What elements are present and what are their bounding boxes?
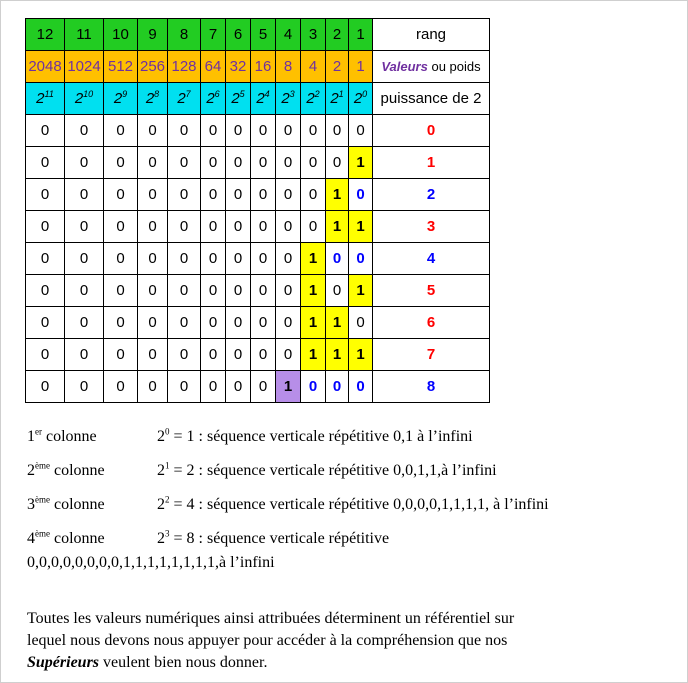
power-base: 2 [330,90,339,107]
bit-cell: 0 [251,211,276,243]
power-base: 2 [157,428,165,445]
bit-cell: 0 [301,115,326,147]
bit-cell: 0 [138,307,168,339]
rank-cell: 6 [226,19,251,51]
bit-cell: 0 [251,371,276,403]
bit-cell: 0 [104,275,138,307]
table-row [26,147,490,179]
bit-cell: 0 [65,179,104,211]
power-exponent: 6 [214,89,220,99]
bit-cell: 1 [301,275,326,307]
power-base: 2 [157,462,165,479]
bit-cell: 1 [326,307,349,339]
bit-cell: 0 [168,179,201,211]
decimal-value: 1 [373,147,490,179]
power-exponent: 11 [44,89,54,99]
power-cell [251,83,276,115]
decimal-value: 3 [373,211,490,243]
bit-cell: 0 [201,307,226,339]
power-base: 2 [177,90,186,107]
sequence-text: = 4 : séquence verticale répétitive 0,0,0,0,1,1,1,1, à l’infini [169,496,549,513]
power-base: 2 [353,90,363,107]
bit-cell: 0 [26,307,65,339]
closing-line-1: Toutes les valeurs numériques ainsi attribuées déterminent un référentiel sur [27,610,515,627]
bit-cell: 0 [349,307,373,339]
bit-cell: 0 [276,243,301,275]
column-label [27,428,97,446]
bit-cell: 0 [349,243,373,275]
bit-cell: 0 [201,275,226,307]
power-cell [276,83,301,115]
column-word: colonne [50,496,105,513]
rank-label: rang [373,19,490,51]
bit-cell: 0 [276,211,301,243]
bit-cell: 0 [104,243,138,275]
table-row [26,115,490,147]
powers-label: puissance de 2 [373,83,490,115]
bit-cell: 0 [26,115,65,147]
bit-cell: 0 [349,115,373,147]
powers-row [26,83,490,115]
bit-cell: 0 [349,179,373,211]
bit-cell: 0 [26,243,65,275]
bit-cell: 0 [138,243,168,275]
bit-cell: 0 [226,115,251,147]
rank-cell: 5 [251,19,276,51]
decimal-value: 0 [373,115,490,147]
bit-cell: 0 [168,243,201,275]
bit-cell: 0 [276,147,301,179]
bit-cell: 0 [138,147,168,179]
column-description [157,496,549,514]
bit-cell: 0 [201,371,226,403]
power-base: 2 [113,90,123,107]
bit-cell: 0 [201,211,226,243]
bit-cell: 0 [201,147,226,179]
table-row [26,179,490,211]
bit-cell: 0 [251,307,276,339]
power-base: 2 [157,530,165,547]
bit-cell: 0 [104,211,138,243]
bit-cell: 0 [201,179,226,211]
bit-cell: 0 [276,307,301,339]
power-cell [349,83,373,115]
value-cell: 64 [201,51,226,83]
bit-cell: 0 [226,339,251,371]
rank-cell: 7 [201,19,226,51]
bit-cell: 1 [326,179,349,211]
bit-cell: 0 [301,179,326,211]
rank-cell: 1 [349,19,373,51]
bit-cell: 0 [251,147,276,179]
valeurs-word: Valeurs [381,59,428,74]
closing-line-3-rest: veulent bien nous donner. [99,654,268,671]
table-row [26,243,490,275]
power-base: 2 [157,496,165,513]
bit-cell: 0 [138,179,168,211]
bit-cell: 0 [65,147,104,179]
bit-cell: 0 [201,339,226,371]
rank-cell: 4 [276,19,301,51]
bit-cell: 0 [104,115,138,147]
decimal-value: 8 [373,371,490,403]
rank-row [26,19,490,51]
bit-cell: 0 [26,211,65,243]
power-cell [168,83,201,115]
bit-cell: 0 [226,243,251,275]
values-label [373,51,490,83]
power-base: 2 [74,90,84,107]
bit-cell: 0 [65,307,104,339]
column-description [157,462,497,480]
bit-cell: 0 [349,371,373,403]
power-exponent: 9 [122,89,128,99]
bit-cell: 0 [226,307,251,339]
table-row [26,307,490,339]
bit-cell: 0 [26,371,65,403]
value-cell: 256 [138,51,168,83]
power-cell [326,83,349,115]
rank-cell: 10 [104,19,138,51]
bit-cell: 0 [226,371,251,403]
closing-paragraph [27,608,667,674]
bit-cell: 0 [104,339,138,371]
power-base: 2 [145,90,155,107]
table-row [26,371,490,403]
value-cell: 512 [104,51,138,83]
column-number: 2 [27,462,35,479]
bit-cell: 1 [349,339,373,371]
bit-cell: 0 [276,339,301,371]
bit-cell: 0 [65,275,104,307]
power-exponent: 0 [165,426,170,437]
bit-cell: 0 [65,243,104,275]
rank-cell: 2 [326,19,349,51]
power-base: 2 [306,90,315,107]
bit-cell: 0 [65,339,104,371]
rank-cell: 12 [26,19,65,51]
bit-cell: 0 [201,115,226,147]
column-number: 1 [27,428,35,445]
bit-cell: 0 [226,179,251,211]
table-row [26,275,490,307]
value-cell: 2048 [26,51,65,83]
bit-cell: 0 [26,339,65,371]
bit-cell: 1 [301,243,326,275]
bit-cell: 0 [326,147,349,179]
ordinal-suffix: ème [35,494,50,505]
bit-cell: 1 [349,275,373,307]
decimal-value: 5 [373,275,490,307]
column-word: colonne [50,462,105,479]
ordinal-suffix: ème [35,460,50,471]
power-exponent: 7 [185,89,191,99]
bit-cell: 0 [251,179,276,211]
bit-cell: 1 [326,339,349,371]
value-cell: 16 [251,51,276,83]
bit-cell: 0 [65,371,104,403]
bit-cell: 1 [349,211,373,243]
rank-cell: 11 [65,19,104,51]
rank-cell: 8 [168,19,201,51]
bit-cell: 0 [301,371,326,403]
value-cell: 1024 [65,51,104,83]
decimal-value: 6 [373,307,490,339]
value-cell: 8 [276,51,301,83]
bit-cell: 0 [276,275,301,307]
bit-cell: 0 [138,275,168,307]
column-description [157,428,473,446]
power-exponent: 1 [165,460,170,471]
emphasis-superieurs: Supérieurs [27,654,100,671]
bit-cell: 0 [104,307,138,339]
value-cell: 1 [349,51,373,83]
value-cell: 4 [301,51,326,83]
closing-line-3 [27,652,667,674]
bit-cell: 0 [168,115,201,147]
power-exponent: 5 [239,89,245,99]
power-exponent: 3 [165,528,170,539]
bit-cell: 0 [251,115,276,147]
bit-cell: 0 [251,339,276,371]
bit-cell: 0 [138,339,168,371]
bit-cell: 0 [168,147,201,179]
bit-cell: 0 [168,339,201,371]
power-exponent: 4 [264,89,270,99]
bit-cell: 0 [26,179,65,211]
bit-cell: 0 [301,147,326,179]
bit-cell: 1 [326,211,349,243]
bit-cell: 0 [326,243,349,275]
rank-cell: 3 [301,19,326,51]
power-cell [104,83,138,115]
bit-cell: 0 [168,371,201,403]
column-number: 4 [27,530,35,547]
column-label [27,462,105,480]
ordinal-suffix: er [35,426,42,437]
value-cell: 2 [326,51,349,83]
power-base: 2 [231,90,240,107]
bit-cell: 0 [104,147,138,179]
bit-cell: 0 [276,179,301,211]
column-label [27,496,105,514]
power-base: 2 [256,90,265,107]
ou-poids-text: ou poids [427,59,481,74]
power-cell [226,83,251,115]
power-exponent: 2 [314,89,320,99]
bit-cell: 1 [276,371,301,403]
values-row [26,51,490,83]
bit-cell: 0 [168,211,201,243]
bit-cell: 0 [226,275,251,307]
power-exponent: 2 [165,494,170,505]
bit-cell: 0 [168,307,201,339]
bit-cell: 0 [301,211,326,243]
bit-cell: 0 [104,179,138,211]
column-word: colonne [50,530,105,547]
bit-cell: 0 [326,275,349,307]
bit-cell: 0 [26,275,65,307]
power-exponent: 8 [154,89,160,99]
bit-cell: 0 [65,211,104,243]
ordinal-suffix: ème [35,528,50,539]
sequence-text: = 8 : séquence verticale répétitive [169,530,390,547]
bit-cell: 0 [65,115,104,147]
power-exponent: 1 [338,89,344,99]
bit-cell: 0 [226,147,251,179]
sequence-text: = 2 : séquence verticale répétitive 0,0,1,1,à l’infini [169,462,497,479]
decimal-value: 4 [373,243,490,275]
decimal-value: 2 [373,179,490,211]
column-word: colonne [42,428,97,445]
value-cell: 32 [226,51,251,83]
bit-cell: 0 [326,115,349,147]
rank-cell: 9 [138,19,168,51]
power-cell [65,83,104,115]
bit-cell: 1 [301,307,326,339]
bit-cell: 0 [226,211,251,243]
power-cell [201,83,226,115]
sequence-text: = 1 : séquence verticale répétitive 0,1 à l’infini [169,428,473,445]
bit-cell: 0 [201,243,226,275]
power-exponent: 0 [362,89,368,99]
bit-cell: 0 [138,115,168,147]
bit-cell: 0 [26,147,65,179]
table-row [26,211,490,243]
power-exponent: 3 [289,89,295,99]
bit-cell: 0 [326,371,349,403]
column-label [27,530,105,548]
power-base: 2 [206,90,215,107]
power-cell [301,83,326,115]
power-base: 2 [36,90,45,107]
value-cell: 128 [168,51,201,83]
bit-cell: 0 [251,275,276,307]
bit-cell: 0 [168,275,201,307]
column-description [157,530,389,548]
bit-cell: 0 [276,115,301,147]
power-cell [138,83,168,115]
table-row [26,339,490,371]
power-exponent: 10 [83,89,94,99]
note-4-continuation: 0,0,0,0,0,0,0,0,1,1,1,1,1,1,1,1,à l’infini [27,554,275,571]
power-base: 2 [281,90,290,107]
closing-line-2: lequel nous devons nous appuyer pour accéder à la compréhension que nos [27,632,508,649]
bit-cell: 0 [138,211,168,243]
bit-cell: 0 [251,243,276,275]
bit-cell: 1 [301,339,326,371]
power-cell [26,83,65,115]
column-number: 3 [27,496,35,513]
bit-cell: 0 [138,371,168,403]
decimal-value: 7 [373,339,490,371]
bit-cell: 0 [104,371,138,403]
bit-cell: 1 [349,147,373,179]
binary-table [25,18,490,403]
